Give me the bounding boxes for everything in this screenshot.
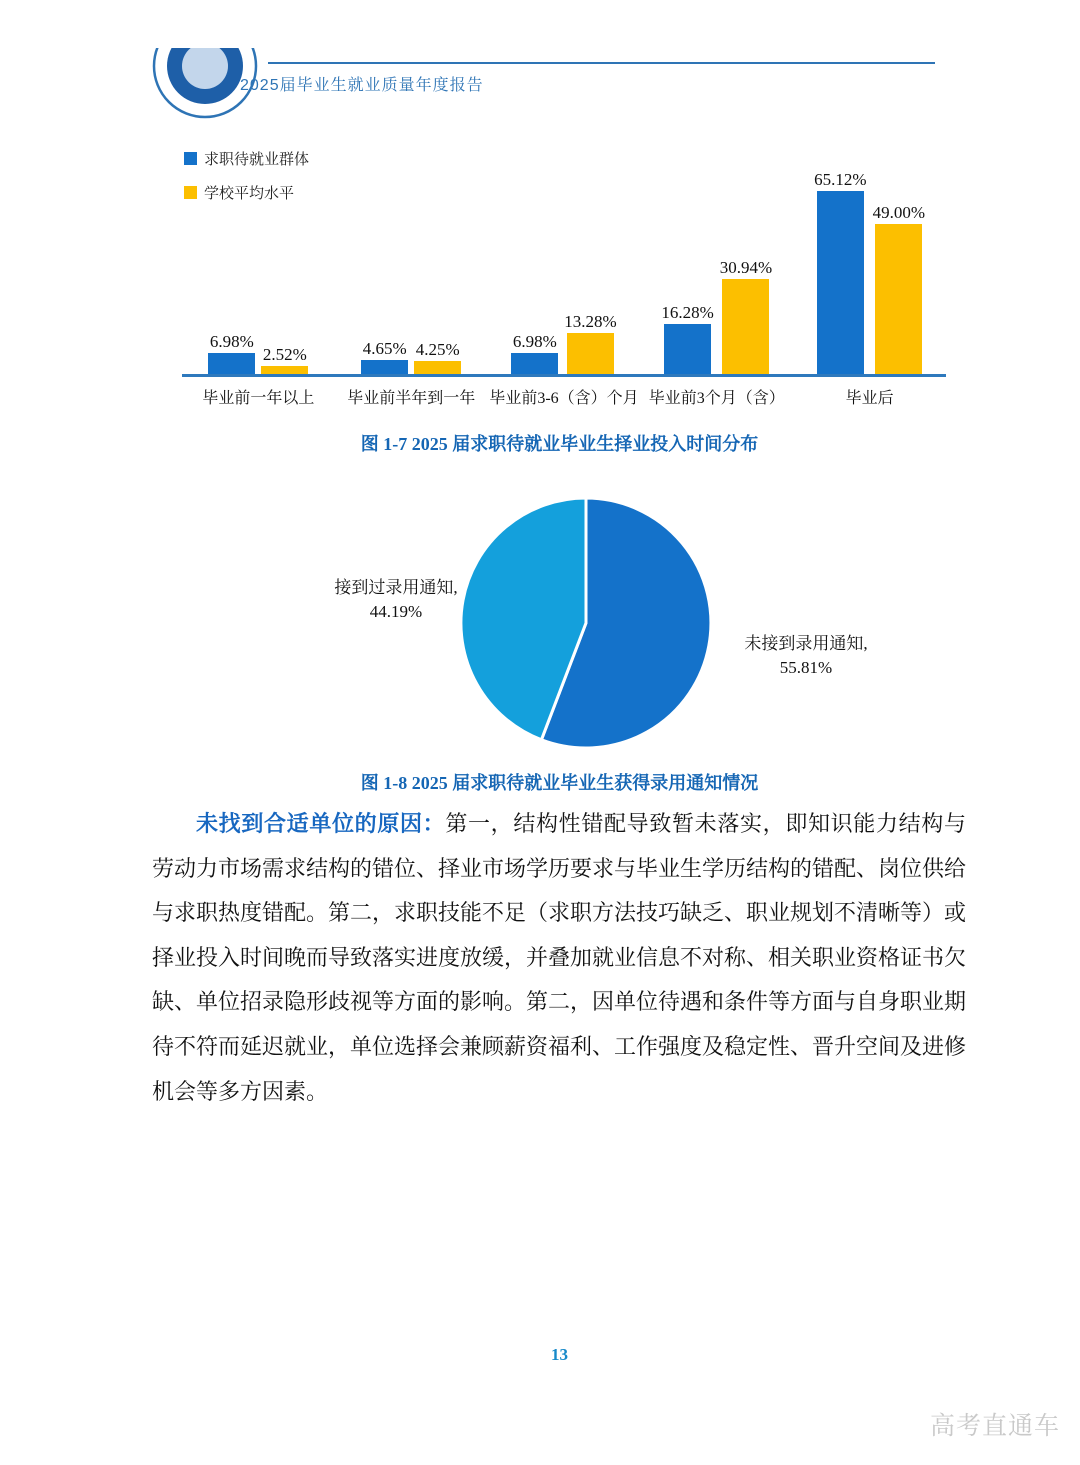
bar	[875, 224, 922, 374]
bar	[722, 279, 769, 374]
x-axis-label	[182, 385, 335, 408]
legend-item	[184, 148, 309, 169]
pie-label-not-received-value: 55.81%	[779, 658, 833, 677]
bar-column	[261, 169, 308, 374]
bar-value-label: 6.98%	[209, 332, 254, 351]
bar	[664, 324, 711, 374]
bar	[567, 333, 614, 374]
pie-label-received-text: 接到过录用通知,	[334, 578, 458, 597]
figure-1-7-bar-chart	[152, 140, 967, 430]
x-axis-label-text: 毕业前一年以上	[202, 390, 315, 407]
header-title: 2025届毕业生就业质量年度报告	[240, 77, 484, 94]
paragraph-lead: 未找到合适单位的原因：	[196, 811, 446, 836]
bar-value-label: 30.94%	[719, 258, 773, 277]
x-axis-label-text: 毕业后	[845, 390, 894, 407]
bar-value-label: 2.52%	[262, 345, 307, 364]
x-axis-label	[640, 385, 793, 408]
figure-1-7-caption: 图 1-7 2025 届求职待就业毕业生择业投入时间分布	[360, 434, 759, 454]
figure-1-8-pie-chart	[286, 490, 886, 760]
bar-column	[208, 169, 255, 374]
bar-column	[361, 169, 408, 374]
bar-column	[511, 169, 558, 374]
bar	[208, 353, 255, 374]
bar-group	[640, 169, 793, 374]
legend-label: 求职待就业群体	[204, 152, 310, 168]
legend-label: 学校平均水平	[204, 186, 295, 202]
pie-label-received	[306, 576, 486, 624]
x-axis-label	[335, 385, 488, 408]
x-axis-label	[793, 385, 946, 408]
x-axis-label-text: 毕业前3个月（含）	[648, 390, 785, 407]
header-divider	[268, 62, 935, 64]
bar-value-label: 13.28%	[564, 312, 617, 331]
bar-value-label: 16.28%	[661, 303, 714, 322]
pie-label-not-received	[716, 632, 896, 680]
page-number: 13	[551, 1345, 568, 1364]
x-axis-label-text: 毕业前半年到一年	[347, 390, 476, 407]
bar-plot-area	[182, 169, 946, 377]
bar-value-label: 49.00%	[872, 203, 925, 222]
bar-group	[793, 169, 946, 374]
bar	[414, 361, 461, 374]
bar-column	[414, 169, 461, 374]
bar-column	[720, 169, 772, 374]
pie-label-not-received-text: 未接到录用通知,	[744, 634, 868, 653]
pie-label-received-value: 44.19%	[369, 602, 423, 621]
bar-value-label: 6.98%	[512, 332, 557, 351]
bar-column	[564, 169, 616, 374]
pie-plot	[286, 490, 886, 760]
bar	[817, 191, 864, 374]
x-axis-label-text: 毕业前3-6（含）个月	[489, 390, 639, 407]
bar-column	[814, 169, 866, 374]
x-axis-label	[488, 385, 641, 408]
bar-group	[335, 169, 488, 374]
bar-column	[661, 169, 713, 374]
watermark: 高考直通车	[929, 1412, 1060, 1440]
bar	[361, 360, 408, 374]
bar	[511, 353, 558, 374]
bar	[261, 366, 308, 374]
legend-swatch-icon	[184, 152, 197, 165]
figure-1-8-caption: 图 1-8 2025 届求职待就业毕业生获得录用通知情况	[360, 773, 759, 793]
paragraph-body: 第一，结构性错配导致暂未落实，即知识能力结构与劳动力市场需求结构的错位、择业市场学历要求与毕业生学历结构的错配、岗位供给与求职热度错配。第二，求职技能不足（求职方法技巧缺乏、职业规划不清晰等）或择业投入时间晚而导致落实进度放缓，并叠加就业信息不对称、相关职业资格证书欠缺、单位招录隐形歧视等方面的影响。第二，因单位待遇和条件等方面与自身职业期待不符而延迟就业，单位选择会兼顾薪资福利、工作强度及稳定性、晋升空间及进修机会等多方因素。	[152, 811, 967, 1104]
bar-value-label: 4.25%	[415, 340, 460, 359]
body-paragraph	[152, 802, 966, 1114]
x-axis-labels	[182, 385, 946, 408]
bar-group	[182, 169, 335, 374]
bar-column	[873, 169, 925, 374]
bar-value-label: 4.65%	[362, 339, 407, 358]
bar-group	[488, 169, 641, 374]
bar-value-label: 65.12%	[814, 170, 867, 189]
